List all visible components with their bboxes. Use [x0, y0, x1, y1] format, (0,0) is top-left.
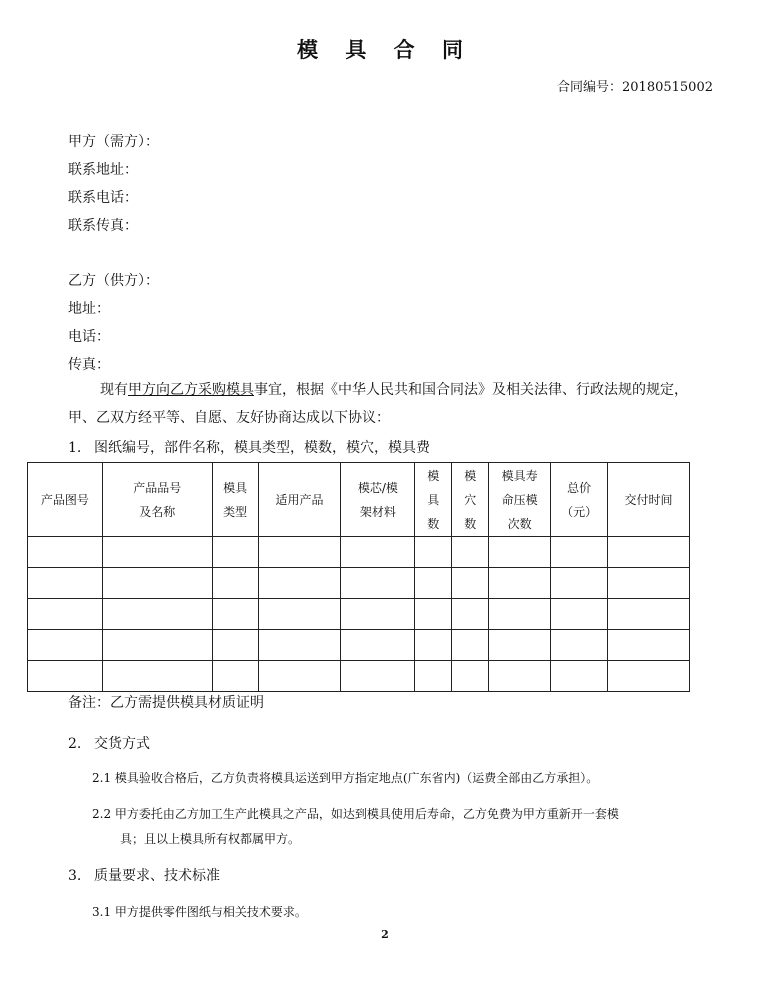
page-number: 2 [381, 928, 389, 941]
table-row [28, 568, 690, 599]
column-header: 产品品号 及名称 [102, 463, 212, 537]
table-cell [28, 599, 103, 630]
table-row [28, 599, 690, 630]
table-cell [341, 568, 415, 599]
contract-number: 合同编号：20180515002 [557, 80, 713, 95]
table-cell [28, 537, 103, 568]
table-row [28, 630, 690, 661]
column-header: 产品图号 [28, 463, 103, 537]
table-cell [415, 630, 452, 661]
table-cell [608, 568, 690, 599]
column-header: 模 具 数 [415, 463, 452, 537]
table-cell [341, 630, 415, 661]
party-b-fax: 传真： [68, 357, 110, 373]
table-cell [415, 537, 452, 568]
table-cell [102, 630, 212, 661]
section-3-heading: 3. 质量要求、技术标准 [68, 868, 220, 884]
party-a-fax: 联系传真： [68, 218, 138, 234]
column-header: 交付时间 [608, 463, 690, 537]
table-cell [608, 630, 690, 661]
table-cell [608, 661, 690, 692]
table-cell [212, 537, 258, 568]
section-2-heading: 2. 交货方式 [68, 736, 150, 752]
table-cell [489, 630, 551, 661]
table-cell [258, 661, 341, 692]
table-cell [102, 599, 212, 630]
table-cell [489, 537, 551, 568]
table-cell [489, 661, 551, 692]
table-cell [489, 599, 551, 630]
table-cell [452, 599, 489, 630]
table-cell [341, 537, 415, 568]
table-cell [258, 568, 341, 599]
table-cell [212, 568, 258, 599]
section-3-item-1: 3.1 甲方提供零件图纸与相关技术要求。 [92, 905, 307, 919]
table-cell [452, 630, 489, 661]
table-header-row [28, 463, 690, 537]
column-header: 模芯/模 架材料 [341, 463, 415, 537]
table-body [28, 537, 690, 692]
table-cell [415, 661, 452, 692]
table-cell [212, 630, 258, 661]
intro-underlined: 甲方向乙方采购模具 [128, 382, 254, 398]
column-header: 模具寿 命压模 次数 [489, 463, 551, 537]
table-cell [341, 661, 415, 692]
mold-table [27, 462, 690, 692]
remark-note: 备注：乙方需提供模具材质证明 [68, 695, 264, 711]
table-cell [415, 599, 452, 630]
table-cell [212, 661, 258, 692]
table-cell [28, 568, 103, 599]
section-2-item-2-continued: 具；且以上模具所有权都属甲方。 [120, 832, 301, 846]
table-cell [28, 630, 103, 661]
table-cell [452, 537, 489, 568]
party-a-phone: 联系电话： [68, 190, 138, 206]
table-cell [102, 537, 212, 568]
column-header: 模 穴 数 [452, 463, 489, 537]
section-2-item-2: 2.2 甲方委托由乙方加工生产此模具之产品，如达到模具使用后寿命，乙方免费为甲方重新开一套模 [92, 807, 619, 821]
section-2-item-1: 2.1 模具验收合格后，乙方负责将模具运送到甲方指定地点(广东省内)（运费全部由乙方承担）。 [92, 771, 599, 785]
table-cell [608, 537, 690, 568]
table-cell [551, 630, 608, 661]
table-cell [258, 537, 341, 568]
table-row [28, 537, 690, 568]
table-cell [551, 568, 608, 599]
table-cell [341, 599, 415, 630]
section-1-heading: 1. 图纸编号，部件名称，模具类型，模数，模穴，模具费 [68, 440, 430, 456]
table-row [28, 661, 690, 692]
table-cell [489, 568, 551, 599]
table-cell [102, 661, 212, 692]
column-header: 适用产品 [258, 463, 341, 537]
intro-paragraph: 现有甲方向乙方采购模具事宜，根据《中华人民共和国合同法》及相关法律、行政法规的规定，甲、乙双方经平等、自愿、友好协商达成以下协议： [68, 382, 688, 426]
table-cell [258, 630, 341, 661]
column-header: 模具 类型 [212, 463, 258, 537]
table-cell [258, 599, 341, 630]
table-cell [551, 599, 608, 630]
table-cell [212, 599, 258, 630]
table-cell [551, 661, 608, 692]
table-cell [452, 568, 489, 599]
document-title: 模 具 合 同 [297, 38, 473, 62]
table-cell [28, 661, 103, 692]
table-cell [102, 568, 212, 599]
party-a-label: 甲方（需方）： [68, 134, 159, 150]
table-cell [415, 568, 452, 599]
party-b-phone: 电话： [68, 329, 110, 345]
party-b-address: 地址： [68, 301, 110, 317]
table-cell [452, 661, 489, 692]
table-cell [551, 537, 608, 568]
column-header: 总价 （元） [551, 463, 608, 537]
party-b-label: 乙方（供方）： [68, 273, 159, 289]
party-a-address: 联系地址： [68, 162, 138, 178]
table-cell [608, 599, 690, 630]
